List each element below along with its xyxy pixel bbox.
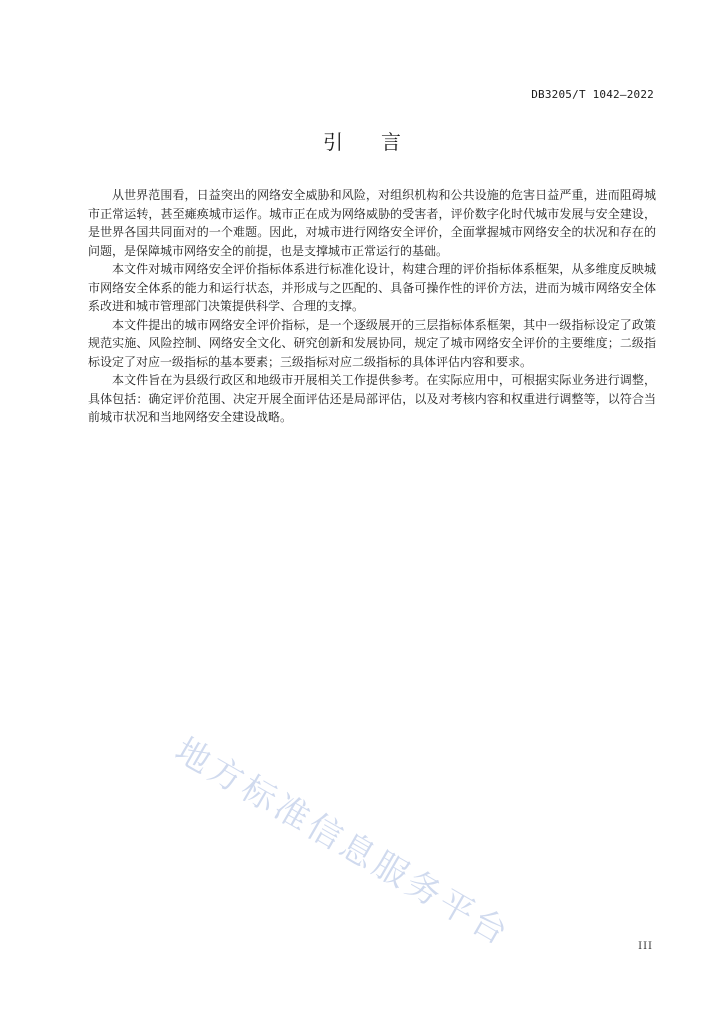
- paragraph-1: 从世界范围看，日益突出的网络安全威胁和风险，对组织机构和公共设施的危害日益严重，进而阻碍城市正常运转，甚至瘫痪城市运作。城市正在成为网络威胁的受害者，评价数字化时代城市发展与安全建设，是世界各国共同面对的一个难题。因此，对城市进行网络安全评价，全面掌握城市网络安全的状况和存在的问题，是保障城市网络安全的前提，也是支撑城市正常运行的基础。: [88, 188, 656, 258]
- standard-code: DB3205/T 1042—2022: [531, 88, 654, 101]
- paragraph-3: 本文件提出的城市网络安全评价指标，是一个逐级展开的三层指标体系框架，其中一级指标设定了政策规范实施、风险控制、网络安全文化、研究创新和发展协同，规定了城市网络安全评价的主要维度；二级指标设定了对应一级指标的基本要素；三级指标对应二级指标的具体评估内容和要求。: [88, 317, 656, 369]
- page-number: III: [638, 941, 653, 952]
- title-char-2: 言: [381, 130, 401, 154]
- watermark: 地方标准信息服务平台: [168, 730, 518, 955]
- paragraph-4: 本文件旨在为县级行政区和地级市开展相关工作提供参考。在实际应用中，可根据实际业务进行调整，具体包括：确定评价范围、决定开展全面评估还是局部评估，以及对考核内容和权重进行调整等，以符合当前城市状况和当地网络安全建设战略。: [88, 373, 656, 424]
- paragraph-2: 本文件对城市网络安全评价指标体系进行标准化设计，构建合理的评价指标体系框架，从多维度反映城市网络安全体系的能力和运行状态，并形成与之匹配的、具备可操作性的评价方法，进而为城市网络安全体系改进和城市管理部门决策提供科学、合理的支撑。: [88, 262, 656, 313]
- document-body: [88, 186, 656, 427]
- title-char-1: 引: [323, 130, 343, 154]
- page-title: [0, 126, 724, 155]
